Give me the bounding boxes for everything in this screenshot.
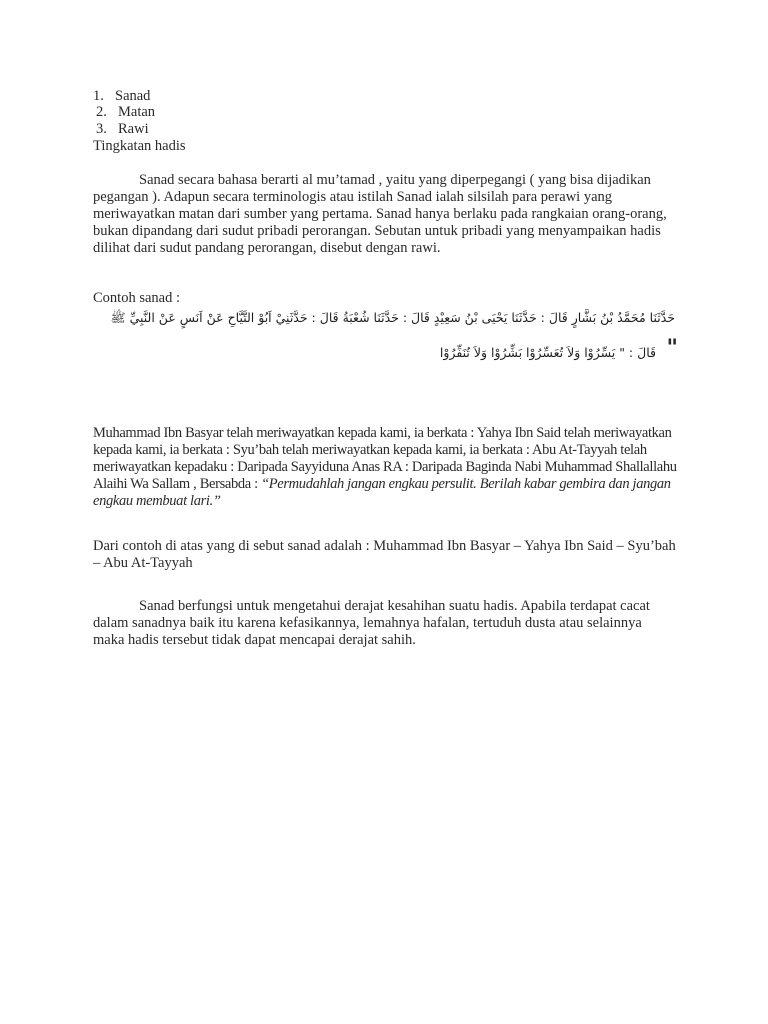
arabic-hadith-line-1: حَدَّثَنَا مُحَمَّدُ بْنُ بَشَّارٍ قَالَ : حَدَّثَنَا يَحْيَى بْنُ سَعِيْدٍ قَالَ : حَدَّثَنَا شُعْبَةُ قَالَ : حَدَّثَنِيْ اَبُوْ التَّيَّاحِ عَنْ اَنَسٍ عَنْ النَّبِيِّ ﷺ: [110, 310, 675, 325]
hadith-translation: [93, 425, 683, 510]
list-item-matan: Matan: [118, 104, 156, 120]
arabic-hadith-line-2-wrap: [667, 336, 678, 361]
list-number-2: 2.: [96, 104, 107, 120]
translation-plain-text: Muhammad Ibn Basyar telah meriwayatkan kepada kami, ia berkata : Yahya Ibn Said telah meriwayatkan kepada kami, ia berkata : Syu’bah telah meriwayatkan kepada kami, ia berkata : Abu At-Tayyah telah meriwayatkan kepadaku : Daripada Sayyiduna Anas RA : Daripada Baginda Nabi Muhammad Shallallahu Alaihi Wa Sallam , Bersabda :: [93, 425, 677, 492]
paragraph-sanad-function: Sanad berfungsi untuk mengetahui derajat kesahihan suatu hadis. Apabila terdapat cacat dalam sanadnya baik itu karena kefasikannya, lemahnya hafalan, tertuduh dusta atau selainnya maka hadis tersebut tidak dapat mencapai derajat sahih.: [93, 598, 650, 648]
paragraph-contoh-summary: Dari contoh di atas yang di sebut sanad adalah : Muhammad Ibn Basyar – Yahya Ibn Said – Syu’bah – Abu At-Tayyah: [93, 538, 676, 571]
paragraph-sanad-definition: Sanad secara bahasa berarti al mu’tamad , yaitu yang diperpegangi ( yang bisa dijadikan pegangan ). Adapun secara terminologis atau istilah Sanad ialah silsilah para perawi yang meriwayatkan matan dari sumber yang pertama. Sanad hanya berlaku pada rangkaian orang-orang, bukan dipandang dari sudut pribadi perorangan. Sebutan untuk pribadi yang menyampaikan hadis dilihat dari sudut pandang perorangan, disebut dengan rawi.: [93, 172, 667, 256]
closing-quote-mark: ": [666, 336, 678, 361]
heading-tingkatan-hadis: Tingkatan hadis: [93, 138, 186, 154]
list-number-3: 3.: [96, 121, 107, 137]
contoh-sanad-label: Contoh sanad :: [93, 290, 180, 306]
translation-italic-quote: “Permudahlah jangan engkau persulit. Berilah kabar gembira dan jangan engkau membuat lari.”: [93, 476, 671, 509]
list-item-rawi: Rawi: [118, 121, 149, 137]
arabic-hadith-line-2: قَالَ : " يَسِّرُوْا وَلاَ تُعَسِّرُوْا بَشِّرُوْا وَلاَ تُنَفِّرُوْا: [439, 345, 656, 360]
list-number-1: 1.: [93, 88, 104, 104]
list-item-sanad: Sanad: [115, 88, 151, 104]
